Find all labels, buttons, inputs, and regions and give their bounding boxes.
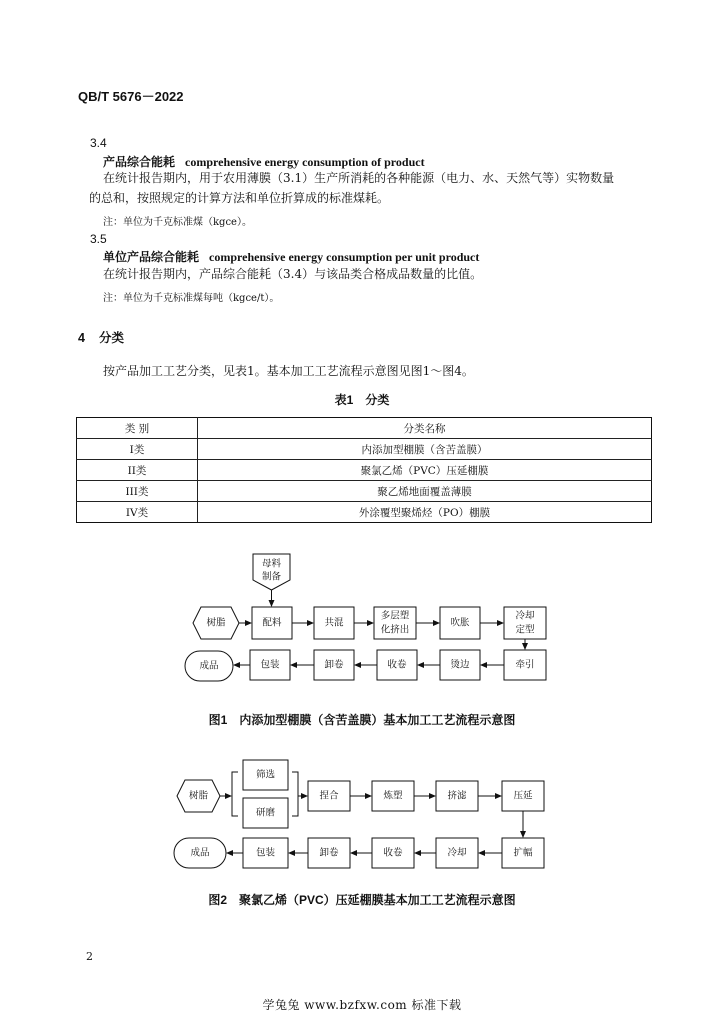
table-cell: 聚乙烯地面覆盖薄膜 bbox=[198, 481, 652, 502]
figure1-flowchart bbox=[0, 545, 724, 695]
term-note: 注：单位为千克标准煤每吨（kgce/t）。 bbox=[103, 293, 280, 304]
term-heading bbox=[103, 248, 479, 265]
table-row bbox=[77, 481, 652, 502]
packing-label: 包装 bbox=[260, 659, 280, 671]
table-cell: I类 bbox=[77, 439, 198, 460]
winding-label: 收卷 bbox=[383, 847, 403, 859]
cooling-label: 冷却 bbox=[515, 610, 535, 622]
stretching-label: 扩幅 bbox=[513, 847, 533, 859]
calendering-label: 压延 bbox=[513, 790, 533, 802]
traction-label: 牵引 bbox=[515, 659, 535, 671]
definition-line: 在统计报告期内，用于农用薄膜（3.1）生产所消耗的各种能源（电力、水、天然气等）实物数量 bbox=[103, 171, 615, 185]
batching-label: 配料 bbox=[262, 617, 282, 629]
unwinding-label: 卸卷 bbox=[324, 659, 344, 671]
section-title: 分类 bbox=[98, 331, 124, 345]
site-watermark: 学兔兔 www.bzfxw.com 标准下载 bbox=[262, 998, 462, 1012]
blowing-label: 吹胀 bbox=[450, 617, 470, 629]
definition-line: 的总和，按照规定的计算方法和单位折算成的标准煤耗。 bbox=[89, 191, 390, 205]
cooling-label: 冷却 bbox=[447, 847, 467, 859]
section-paragraph: 按产品加工工艺分类，见表1。基本加工工艺流程示意图见图1～图4。 bbox=[103, 364, 474, 378]
table-row bbox=[77, 460, 652, 481]
product-label: 成品 bbox=[190, 847, 210, 859]
table-cell: 内添加型棚膜（含苦盖膜） bbox=[198, 439, 652, 460]
split-bracket bbox=[232, 772, 238, 816]
figure1-caption: 图1 内添加型棚膜（含苦盖膜）基本加工工艺流程示意图 bbox=[208, 713, 516, 727]
merge-bracket bbox=[292, 772, 298, 816]
table-cell: 聚氯乙烯（PVC）压延棚膜 bbox=[198, 460, 652, 481]
term-definition bbox=[103, 264, 664, 284]
table-header-cell: 类 别 bbox=[77, 418, 198, 439]
table-header-row bbox=[77, 418, 652, 439]
multilayer-label: 化挤出 bbox=[380, 624, 410, 636]
product-label: 成品 bbox=[199, 660, 219, 672]
masterbatch-label: 母料 bbox=[261, 558, 282, 570]
clause-number: 3.4 bbox=[90, 136, 107, 150]
winding-label: 收卷 bbox=[387, 659, 407, 671]
standard-id: QB/T 5676－2022 bbox=[78, 89, 184, 104]
table-row bbox=[77, 502, 652, 523]
resin-label: 树脂 bbox=[188, 790, 209, 802]
section-heading bbox=[78, 328, 124, 346]
cooling-label: 定型 bbox=[515, 624, 535, 636]
table-cell: IV类 bbox=[77, 502, 198, 523]
table-row bbox=[77, 439, 652, 460]
term-cn: 产品综合能耗 bbox=[103, 155, 176, 169]
filtering-label: 挤滤 bbox=[447, 790, 467, 802]
masterbatch-label: 制备 bbox=[261, 571, 282, 583]
table-header-cell: 分类名称 bbox=[198, 418, 652, 439]
section-number: 4 bbox=[78, 331, 85, 345]
table-title: 表1 分类 bbox=[334, 393, 390, 407]
mixing-label: 捏合 bbox=[319, 790, 339, 802]
resin-label: 树脂 bbox=[206, 617, 226, 629]
term-cn: 单位产品综合能耗 bbox=[103, 250, 200, 264]
page-number: 2 bbox=[86, 950, 93, 963]
unwinding-label: 卸卷 bbox=[319, 847, 339, 859]
term-definition bbox=[89, 168, 664, 208]
classification-table bbox=[76, 417, 652, 523]
trimming-label: 烫边 bbox=[450, 659, 470, 671]
table-cell: 外涂覆型聚烯烃（PO）棚膜 bbox=[198, 502, 652, 523]
packing-label: 包装 bbox=[255, 847, 276, 859]
term-en: comprehensive energy consumption of product bbox=[185, 155, 425, 169]
table-cell: II类 bbox=[77, 460, 198, 481]
multilayer-label: 多层塑 bbox=[380, 610, 410, 622]
table-cell: III类 bbox=[77, 481, 198, 502]
grinding-label: 研磨 bbox=[255, 807, 276, 819]
plasticizing-label: 炼塑 bbox=[383, 790, 403, 802]
screening-label: 筛选 bbox=[255, 769, 276, 781]
figure2-caption: 图2 聚氯乙烯（PVC）压延棚膜基本加工工艺流程示意图 bbox=[208, 893, 516, 907]
term-note: 注：单位为千克标准煤（kgce）。 bbox=[103, 217, 252, 228]
figure2-flowchart bbox=[0, 755, 724, 880]
definition-line: 在统计报告期内，产品综合能耗（3.4）与该品类合格成品数量的比值。 bbox=[103, 267, 483, 281]
mix-label: 共混 bbox=[324, 617, 344, 629]
term-en: comprehensive energy consumption per unit product bbox=[209, 250, 480, 264]
clause-number: 3.5 bbox=[90, 232, 107, 246]
